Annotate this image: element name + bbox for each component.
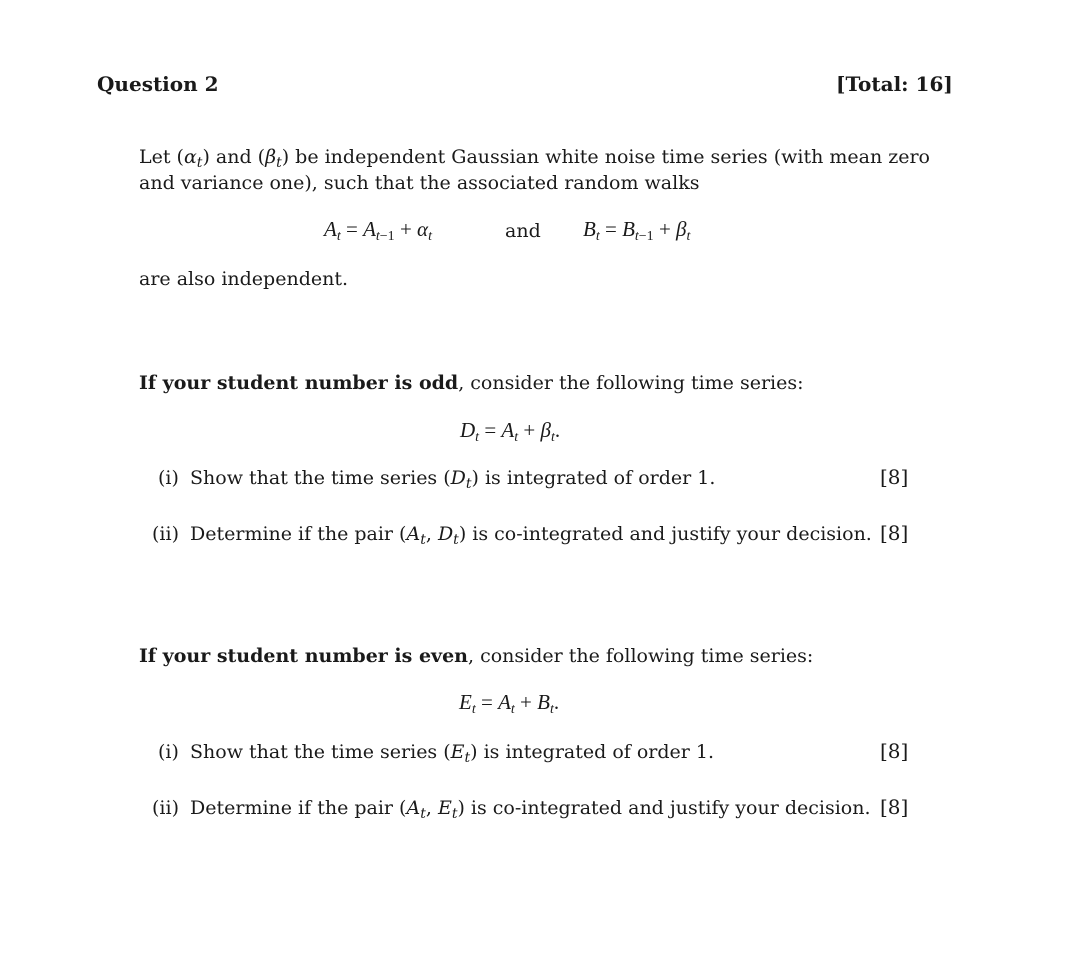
even-part-i-text: Show that the time series $(E_t)$ is integrated of order 1. bbox=[190, 741, 715, 766]
even-lead-rest: , consider the following time series: bbox=[467, 645, 814, 667]
odd-part-ii-text: Determine if the pair ($A_t$, $D_t$) is co-integrated and justify your decision. bbox=[190, 523, 872, 548]
random-walk-b-equation: $B_t = B_t-1 + \beta_t$ bbox=[583, 217, 691, 244]
intro-line-2: and variance one), such that the associated random walks bbox=[139, 172, 700, 194]
odd-lead-rest: , consider the following time series: bbox=[458, 372, 804, 394]
odd-equation: $D_t = A_t + \beta_t$. bbox=[460, 418, 561, 445]
even-lead-bold: If your student number is even bbox=[139, 645, 468, 667]
question-title: Question 2 bbox=[97, 72, 219, 96]
odd-lead bbox=[139, 370, 804, 396]
intro-line-1-text: Let $(\alpha_t)$ and $(\beta_t)$ be independent Gaussian white noise time series (with mean zero bbox=[139, 146, 930, 171]
total-marks: [Total: 16] bbox=[836, 72, 953, 96]
odd-part-ii-marks: [8] bbox=[880, 521, 909, 545]
even-part-ii-text: Determine if the pair ($A_t$, $E_t$) is co-integrated and justify your decision. bbox=[190, 797, 871, 822]
even-lead bbox=[139, 643, 813, 669]
even-part-i-num: (i) bbox=[158, 741, 179, 763]
even-part-ii-num: (ii) bbox=[152, 797, 179, 819]
equation-and: and bbox=[505, 220, 541, 242]
even-equation: $E_t = A_t + B_t$. bbox=[459, 690, 560, 717]
random-walk-a-equation: $A_t = A_t-1 + \alpha_t$ bbox=[324, 217, 432, 244]
odd-part-i-marks: [8] bbox=[880, 465, 909, 489]
even-part-i-marks: [8] bbox=[880, 739, 909, 763]
odd-lead-bold: If your student number is odd bbox=[139, 372, 459, 394]
odd-part-i-num: (i) bbox=[158, 467, 179, 489]
odd-part-ii-num: (ii) bbox=[152, 523, 179, 545]
even-part-ii-marks: [8] bbox=[880, 795, 909, 819]
intro-line-3: are also independent. bbox=[139, 268, 349, 290]
odd-part-i-text: Show that the time series $(D_t)$ is integrated of order 1. bbox=[190, 467, 716, 492]
